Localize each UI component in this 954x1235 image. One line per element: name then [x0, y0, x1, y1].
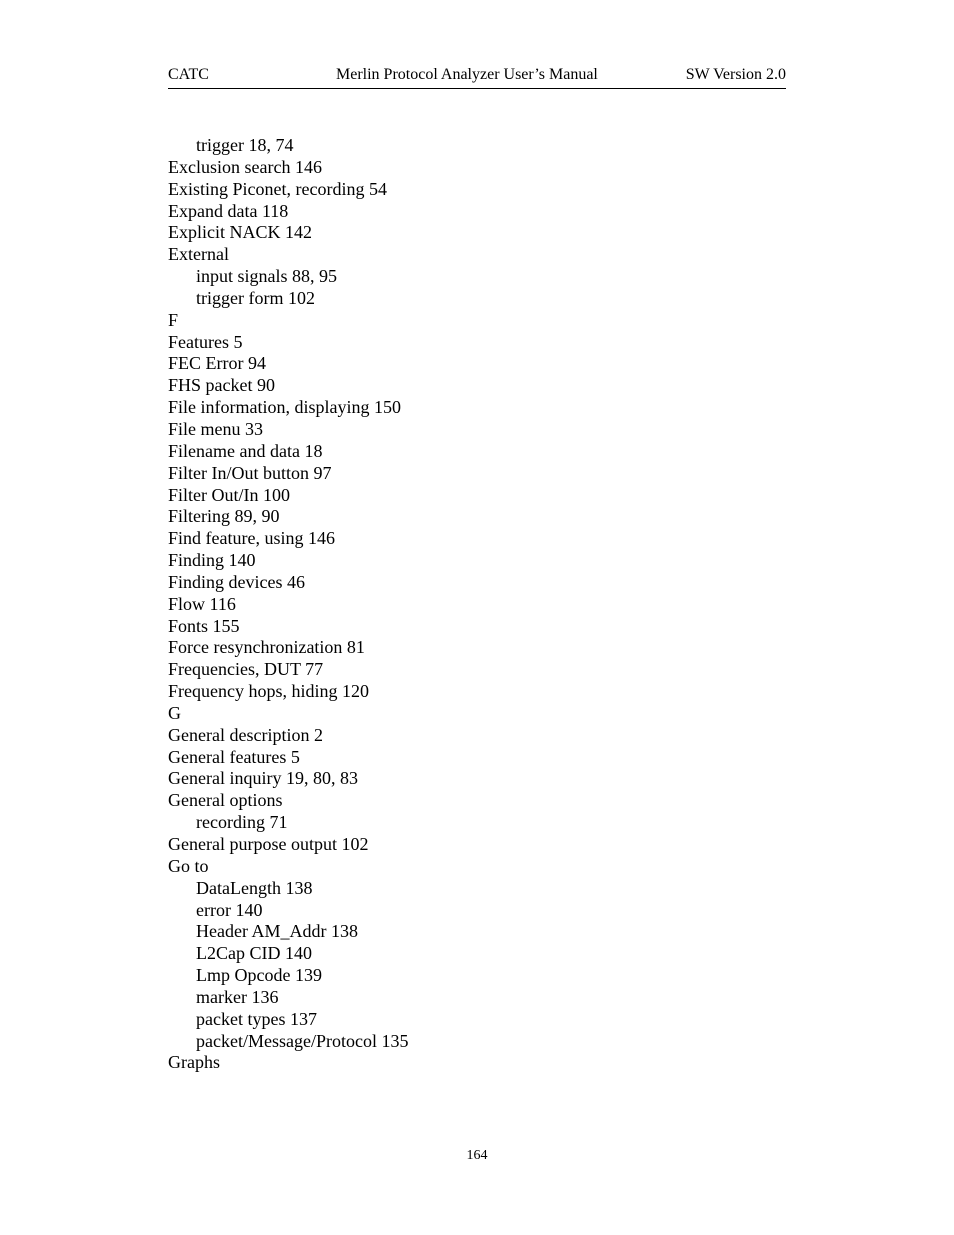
- index-entry: Explicit NACK 142: [168, 222, 312, 243]
- index-subentry: error 140: [196, 899, 263, 920]
- index-entry: Existing Piconet, recording 54: [168, 178, 387, 199]
- header-company: CATC: [168, 66, 209, 83]
- index-entry: Graphs: [168, 1052, 220, 1073]
- index-subentry: packet types 137: [196, 1008, 317, 1029]
- index-subentry: L2Cap CID 140: [196, 943, 312, 964]
- index-entry: Find feature, using 146: [168, 528, 335, 549]
- index-entry: File menu 33: [168, 418, 263, 439]
- index-entry: Flow 116: [168, 593, 236, 614]
- index-entry: Filtering 89, 90: [168, 506, 280, 527]
- index-entry: Go to: [168, 855, 209, 876]
- index-entry: Exclusion search 146: [168, 156, 322, 177]
- index-subentry: marker 136: [196, 986, 279, 1007]
- index-entry: General purpose output 102: [168, 834, 369, 854]
- index-entry: External: [168, 244, 229, 265]
- index-subentry: trigger form 102: [196, 287, 315, 308]
- index-entry: FHS packet 90: [168, 375, 275, 396]
- header-version: SW Version 2.0: [685, 66, 786, 83]
- index-entry: General inquiry 19, 80, 83: [168, 768, 358, 789]
- index-entry: General options: [168, 790, 283, 811]
- index-entry: File information, displaying 150: [168, 397, 401, 418]
- index-subentry: recording 71: [196, 812, 288, 833]
- page-number: 164: [466, 1148, 488, 1163]
- index-entry: Features 5: [168, 331, 243, 352]
- index-entry: Frequencies, DUT 77: [168, 659, 324, 680]
- index-list: [168, 135, 408, 1074]
- index-subentry: input signals 88, 95: [196, 266, 338, 287]
- index-entry: G: [168, 702, 181, 723]
- index-entry: F: [168, 309, 179, 330]
- index-entry: Finding 140: [168, 550, 256, 571]
- index-entry: Filter In/Out button 97: [168, 462, 332, 483]
- index-entry: Filter Out/In 100: [168, 484, 290, 505]
- header-manual-title: Merlin Protocol Analyzer User’s Manual: [336, 66, 598, 83]
- index-entry: FEC Error 94: [168, 353, 266, 374]
- index-subentry: Header AM_Addr 138: [196, 921, 358, 942]
- index-subentry: trigger 18, 74: [196, 135, 294, 155]
- index-entry: General description 2: [168, 724, 323, 745]
- index-subentry: DataLength 138: [196, 877, 313, 898]
- index-entry: Fonts 155: [168, 615, 240, 636]
- index-subentry: Lmp Opcode 139: [196, 965, 322, 986]
- index-entry: General features 5: [168, 746, 300, 767]
- index-entry: Expand data 118: [168, 200, 289, 221]
- page-header: [168, 64, 786, 89]
- index-entry: Finding devices 46: [168, 571, 305, 592]
- index-entry: Filename and data 18: [168, 440, 323, 461]
- index-entry: Force resynchronization 81: [168, 637, 365, 658]
- index-entry: Frequency hops, hiding 120: [168, 681, 369, 702]
- index-subentry: packet/Message/Protocol 135: [196, 1030, 409, 1051]
